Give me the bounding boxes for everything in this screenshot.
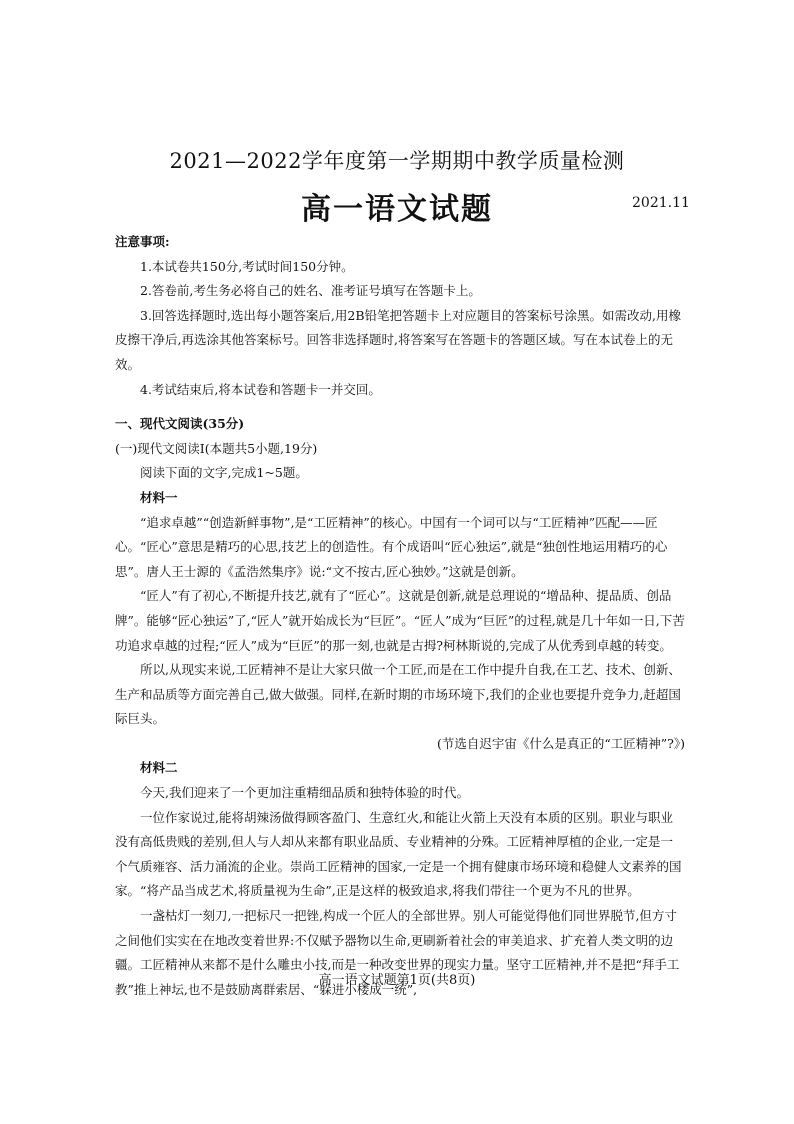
material-1-source: (节选自迟宇宙《什么是真正的“工匠精神”?》) [437,735,685,751]
note-item: 4.考试结束后,将本试卷和答题卡一并交回。 [140,381,381,397]
material-2-paragraph: 一盏枯灯一刻刀,一把标尺一把锉,构成一个匠人的全部世界。别人可能觉得他们同世界脱节,但方寸之间他们实实在在地改变着世界:不仅赋予器物以生命,更刷新着社会的审美追求、扩充着人类文明的边疆。工匠精神从来都不是什么雕虫小技,而是一种改变世界的现实力量。坚守工匠精神,并不是把“拜手工教”推上神坛,也不是鼓励离群索居、“躲进小楼成一统”, [115,908,680,997]
reading-instruction: 阅读下面的文字,完成1~5题。 [140,465,308,481]
material-1-paragraph: 所以,从现实来说,工匠精神不是让大家只做一个工匠,而是在工作中提升自我,在工艺、技术、创新、生产和品质等方面完善自己,做大做强。同样,在新时期的市场环境下,我们的企业也要提升竞争力,赶超国际巨头。 [115,662,681,727]
section-heading: 一、现代文阅读(35分) [115,416,245,432]
material-1-label: 材料一 [140,489,178,505]
material-2-label: 材料二 [140,760,178,776]
page-content [115,230,685,1002]
material-1-paragraph: “匠人”有了初心,不断提升技艺,就有了“匠心”。这就是创新,就是总理说的“增品种、提品质、创品牌”。能够“匠心独运”了,“匠人”就开始成长为“巨匠”。“匠人”成为“巨匠”的过程,就是几十年如一日,下苦功追求卓越的过程;“匠人”成为“巨匠”的那一刻,也就是古拇?柯林斯说的,完成了从优秀到卓越的转变。 [115,588,685,653]
note-item: 1.本试卷共150分,考试时间150分钟。 [140,258,354,274]
notes-heading: 注意事项: [115,234,170,249]
exam-title: 2021—2022学年度第一学期期中教学质量检测 [169,149,625,173]
material-1-paragraph: “追求卓越”“创造新鲜事物”,是“工匠精神”的核心。中国有一个词可以与“工匠精神”匹配——匠心。“匠心”意思是精巧的心思,技艺上的创造性。有个成语叫“匠心独运”,就是“独创性地运用精巧的心思”。唐人王士源的《孟浩然集序》说:“文不按古,匠心独妙。”这就是创新。 [115,514,668,579]
paper-title: 高一语文试题 [301,192,493,227]
material-2-paragraph: 一位作家说过,能将胡辣汤做得顾客盈门、生意红火,和能让火箭上天没有本质的区别。职业与职业没有高低贵贱的差别,但人与人却从来都有职业品质、专业精神的分殊。工匠精神厚植的企业,一定是一个气质雍容、活力涌流的企业。崇尚工匠精神的国家,一定是一个拥有健康市场环境和稳健人文素养的国家。“将产品当成艺术,将质量视为生命”,正是这样的极致追求,将我们带往一个更为不凡的世界。 [115,809,682,899]
exam-date: 2021.11 [632,195,690,211]
page-footer: 高一语文试题第1页(共8页) [318,973,476,988]
subsection-heading: (一)现代文阅读Ⅰ(本题共5小题,19分) [115,440,318,456]
note-item: 2.答卷前,考生务必将自己的姓名、准考证号填写在答题卡上。 [140,283,481,299]
material-2-paragraph: 今天,我们迎来了一个更加注重精细品质和独特体验的时代。 [140,785,469,801]
note-item: 3.回答选择题时,选出每小题答案后,用2B铅笔把答题卡上对应题目的答案标号涂黑。如需改动,用橡皮擦干净后,再选涂其他答案标号。回答非选择题时,将答案写在答题卡的答题区域。写在本试卷上的无效。 [115,307,681,372]
